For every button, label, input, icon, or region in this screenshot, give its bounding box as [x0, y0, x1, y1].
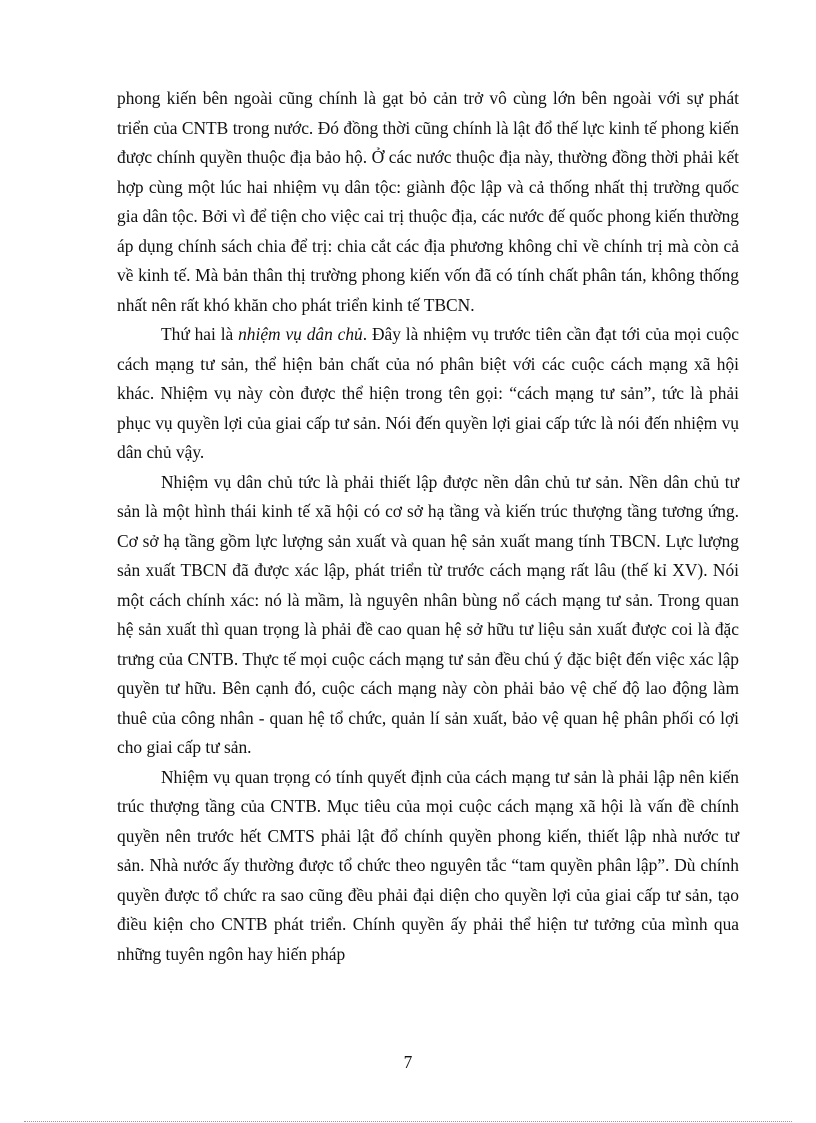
paragraph-2-text: . Đây là nhiệm vụ trước tiên cần đạt tới của mọi cuộc cách mạng tư sản, thể hiện bản chất của nó phân biệt với các cuộc cách mạng xã hội khác. Nhiệm vụ này còn được thể hiện trong tên gọi: “cách mạng tư sản”, tức là phải phục vụ quyền lợi của giai cấp tư sản. Nói đến quyền lợi giai cấp tức là nói đến nhiệm vụ dân chủ vậy. [117, 324, 739, 462]
paragraph-2-lead: Thứ hai là [161, 324, 239, 344]
page-bottom-border [24, 1121, 792, 1122]
paragraph-2 [117, 320, 739, 468]
paragraph-4: Nhiệm vụ quan trọng có tính quyết định của cách mạng tư sản là phải lập nên kiến trúc thượng tầng của CNTB. Mục tiêu của mọi cuộc cách mạng xã hội là vấn đề chính quyền nên trước hết CMTS phải lật đổ chính quyền phong kiến, thiết lập nhà nước tư sản. Nhà nước ấy thường được tổ chức theo nguyên tắc “tam quyền phân lập”. Dù chính quyền được tổ chức ra sao cũng đều phải đại diện cho quyền lợi của giai cấp tư sản, tạo điều kiện cho CNTB phát triển. Chính quyền ấy phải thể hiện tư tưởng của mình qua những tuyên ngôn hay hiến pháp [117, 766, 739, 964]
paragraph-1: phong kiến bên ngoài cũng chính là gạt bỏ cản trở vô cùng lớn bên ngoài với sự phát triển của CNTB trong nước. Đó đồng thời cũng chính là lật đổ thế lực kinh tế phong kiến được chính quyền thuộc địa bảo hộ. Ở các nước thuộc địa này, thường đồng thời phải kết hợp cùng một lúc hai nhiệm vụ dân tộc: giành độc lập và cả thống nhất thị trường quốc gia dân tộc. Bởi vì để tiện cho việc cai trị thuộc địa, các nước đế quốc phong kiến thường áp dụng chính sách chia để trị: chia cắt các địa phương không chỉ về chính trị mà còn cả về kinh tế. Mà bản thân thị trường phong kiến vốn đã có tính chất phân tán, không thống nhất nên rất khó khăn cho phát triển kinh tế TBCN. [117, 88, 739, 315]
paragraph-2-emphasis: nhiệm vụ dân chủ [238, 324, 363, 344]
document-body [117, 84, 739, 969]
paragraph-3: Nhiệm vụ dân chủ tức là phải thiết lập được nền dân chủ tư sản. Nền dân chủ tư sản là một hình thái kinh tế xã hội có cơ sở hạ tầng và kiến trúc thượng tầng tương ứng. Cơ sở hạ tầng gồm lực lượng sản xuất và quan hệ sản xuất mang tính TBCN. Lực lượng sản xuất TBCN đã được xác lập, phát triển từ trước cách mạng rất lâu (thế kỉ XV). Nói một cách chính xác: nó là mầm, là nguyên nhân bùng nổ cách mạng tư sản. Trong quan hệ sản xuất thì quan trọng là phải đề cao quan hệ sở hữu tư liệu sản xuất được coi là đặc trưng của CNTB. Thực tế mọi cuộc cách mạng tư sản đều chú ý đặc biệt đến việc xác lập quyền tư hữu. Bên cạnh đó, cuộc cách mạng này còn phải bảo vệ chế độ lao động làm thuê của công nhân - quan hệ tổ chức, quản lí sản xuất, bảo vệ quan hệ phân phối có lợi cho giai cấp tư sản. [117, 471, 739, 757]
page-number: 7 [403, 1052, 413, 1072]
